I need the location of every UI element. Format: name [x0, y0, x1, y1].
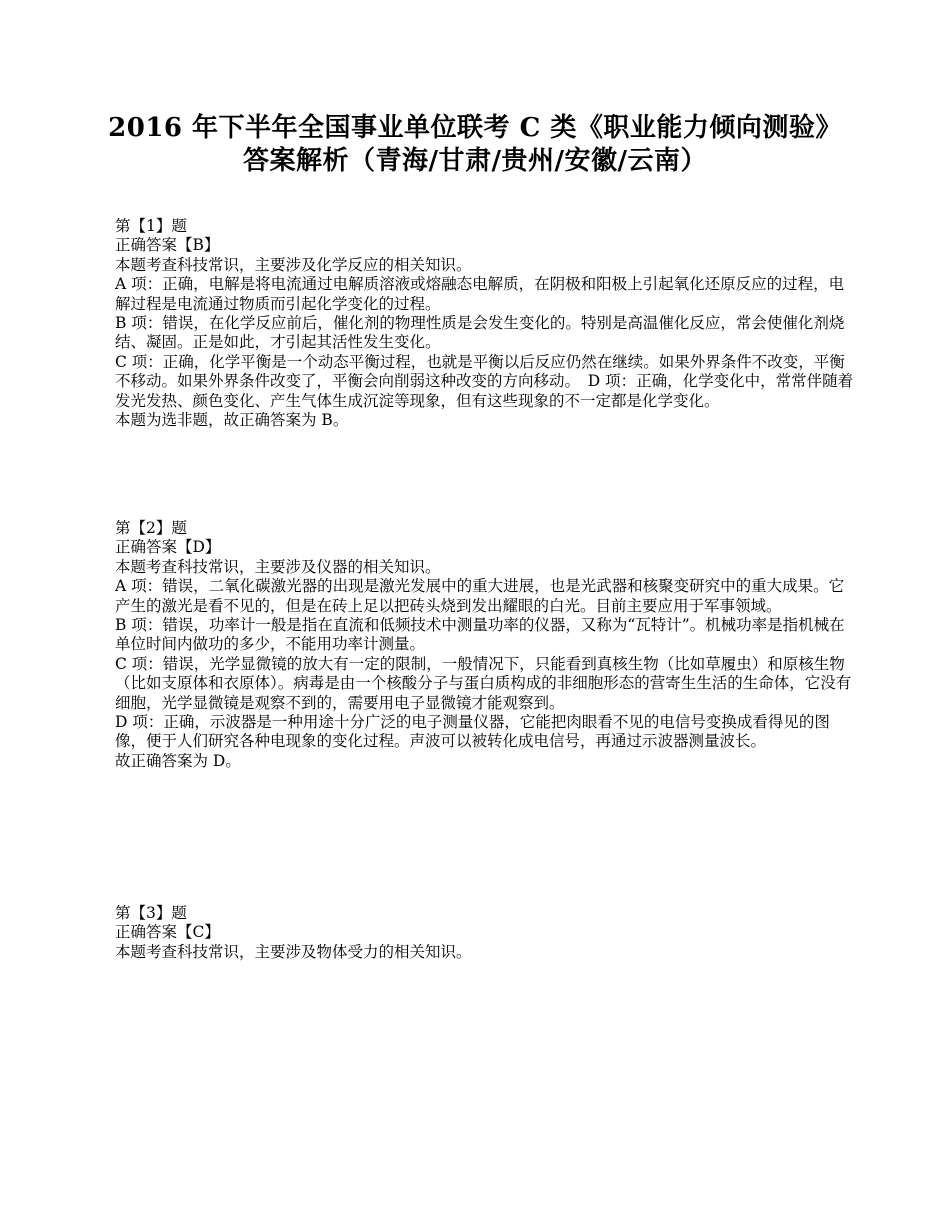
- question-1: [115, 217, 855, 430]
- option-c-explanation: C 项：错误，光学显微镜的放大有一定的限制，一般情况下，只能看到真核生物（比如草履虫）和原核生物（比如支原体和衣原体）。病毒是由一个核酸分子与蛋白质构成的非细胞形态的营寄生生活的生命体，它没有细胞，光学显微镜是观察不到的，需要用电子显微镜才能观察到。: [115, 654, 852, 712]
- question-2: [115, 519, 855, 771]
- correct-answer: 正确答案【C】: [115, 923, 220, 942]
- option-b-explanation: B 项：错误，在化学反应前后，催化剂的物理性质是会发生变化的。特别是高温催化反应，常会使催化剂烧结、凝固。正是如此，才引起其活性发生变化。: [115, 314, 845, 352]
- document-title: [60, 112, 890, 178]
- option-b-explanation: B 项：错误，功率计一般是指在直流和低频技术中测量功率的仪器，又称为“瓦特计”。机械功率是指机械在单位时间内做功的多少，不能用功率计测量。: [115, 616, 845, 654]
- title-line-2: 答案解析（青海/甘肃/贵州/安徽/云南）: [243, 146, 707, 176]
- question-number: 第【2】题: [115, 519, 187, 537]
- question-intro: 本题考查科技常识，主要涉及化学反应的相关知识。: [115, 255, 472, 274]
- option-d-explanation: D 项：正确，示波器是一种用途十分广泛的电子测量仪器，它能把肉眼看不见的电信号变换成看得见的图像，便于人们研究各种电现象的变化过程。声波可以被转化成电信号，再通过示波器测量波长。: [115, 713, 830, 751]
- option-c-explanation: C 项：正确，化学平衡是一个动态平衡过程，也就是平衡以后反应仍然在继续。如果外界条件不改变，平衡不移动。如果外界条件改变了，平衡会向削弱这种改变的方向移动。 D 项：正确，化学变化中，常常伴随着发光发热、颜色变化、产生气体生成沉淀等现象，但有这些现象的不一定都是化学变化。: [115, 352, 854, 410]
- question-intro: 本题考查科技常识，主要涉及物体受力的相关知识。: [115, 942, 472, 961]
- title-line-1: 2016 年下半年全国事业单位联考 C 类《职业能力倾向测验》: [108, 113, 842, 143]
- question-3: [115, 904, 855, 962]
- correct-answer: 正确答案【B】: [115, 236, 220, 255]
- question-conclusion: 本题为选非题，故正确答案为 B。: [115, 411, 349, 430]
- question-number: 第【1】题: [115, 217, 187, 235]
- correct-answer: 正确答案【D】: [115, 538, 221, 557]
- option-a-explanation: A 项：错误，二氧化碳激光器的出现是激光发展中的重大进展，也是光武器和核聚变研究中的重大成果。它产生的激光是看不见的，但是在砖上足以把砖头烧到发出耀眼的白光。目前主要应用于军事领域。: [115, 577, 845, 615]
- question-number: 第【3】题: [115, 904, 187, 922]
- question-conclusion: 故正确答案为 D。: [115, 751, 241, 770]
- question-intro: 本题考查科技常识，主要涉及仪器的相关知识。: [115, 557, 441, 576]
- option-a-explanation: A 项：正确，电解是将电流通过电解质溶液或熔融态电解质，在阴极和阳极上引起氧化还原反应的过程，电解过程是电流通过物质而引起化学变化的过程。: [115, 275, 845, 313]
